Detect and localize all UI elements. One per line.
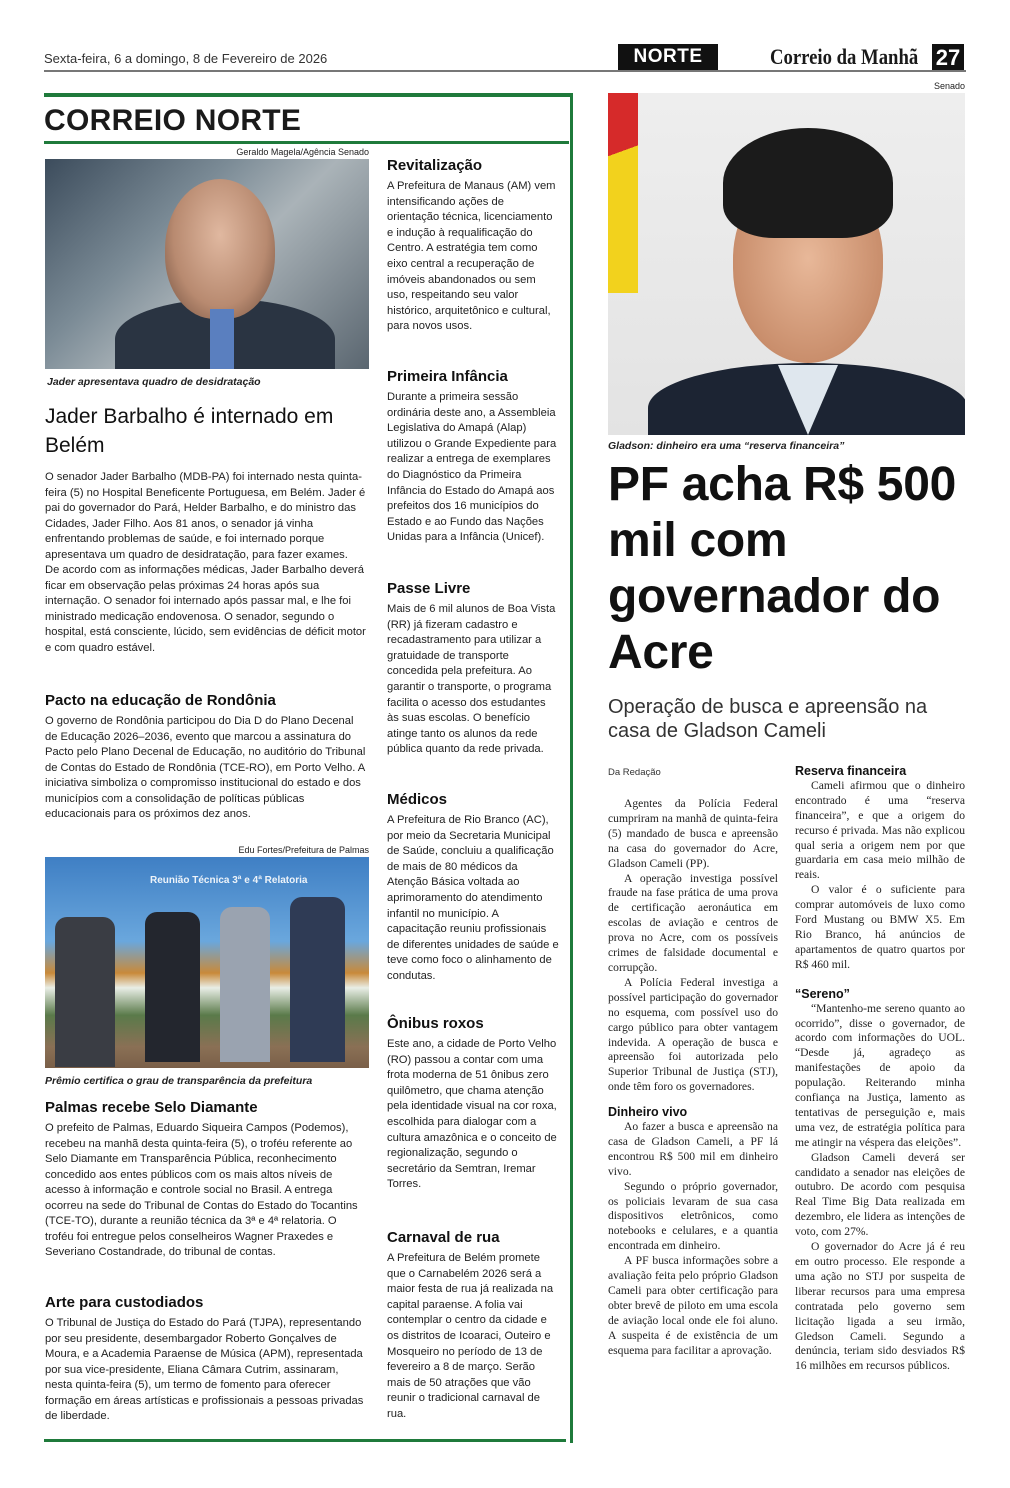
edition-date: Sexta-feira, 6 a domingo, 8 de Fevereiro de 2026: [44, 51, 328, 66]
subheadline: Pacto na educação de Rondônia: [45, 692, 276, 709]
article-body: O governo de Rondônia participou do Dia D do Plano Decenal de Educação 2026–2036, evento que marcou a assinatura do Pacto pelo Plano Decenal de Educação, no auditório do Tribunal de Contas do Estado de Rondônia (TCE-RO), em Porto Velho. A iniciativa simboliza o compromisso institucional do estado e dos municípios com a consolidação de políticas públicas educacionais para os próximos dez anos.: [45, 715, 366, 820]
photo-caption: Prêmio certifica o grau de transparência da prefeitura: [45, 1075, 313, 1087]
subheadline: “Sereno”: [795, 986, 850, 1001]
note-body: Este ano, a cidade de Porto Velho (RO) passou a contar com uma frota moderna de 51 ônibus zero quilômetro, que chama atenção pela identidade visual na cor roxa, escolhida para dialogar com a cultura amazônica e o conceito de regionalização, segundo o secretário da Semtran, Iremar Torres.: [387, 1038, 557, 1191]
title-divider: [44, 141, 569, 144]
newspaper-logo: Correio da Manhã: [770, 44, 919, 69]
main-deck: Operação de busca e apreensão na casa de Gladson Cameli: [608, 696, 928, 742]
column-title: CORREIO NORTE: [44, 104, 302, 137]
paragraph: De acordo com as informações médicas, Jader Barbalho deverá ficar em observação pelas próximas 24 horas após sua internação. O senador foi internado após passar mal, e lhe foi ministrado medicação endovenosa. O senador, segundo o hospital, está consciente, lúcido, sem evidências de déficit motor e com quadro estável.: [45, 564, 366, 654]
note-body: A Prefeitura de Belém promete que o Carnabelém 2026 será a maior festa de rua já realizada na capital paraense. A folia vai contemplar o centro da cidade e os distritos de Icoaraci, Outeiro e Mosqueiro no período de 13 de fevereiro a 8 de março. Serão mais de 50 atrações que vão reunir o tradicional carnaval de rua.: [387, 1252, 554, 1420]
box-top-border: [44, 93, 572, 97]
paragraph: O valor é o suficiente para comprar automóveis de luxo como Ford Mustang ou BMW X5. Em Rio Branco, há anúncios de apartamentos de quatro quartos por R$ 460 mil.: [795, 883, 965, 971]
note-body: Mais de 6 mil alunos de Boa Vista (RR) já fizeram cadastro e recadastramento para utilizar a gratuidade de transporte concedida pela prefeitura. Ao garantir o transporte, o programa facilita o acesso dos estudantes às suas escolas. O benefício atinge tanto os alunos da rede pública quanto da rede privada.: [387, 603, 556, 756]
photo-credit: Edu Fortes/Prefeitura de Palmas: [238, 845, 369, 855]
note-headline: Passe Livre: [387, 580, 471, 597]
note-headline: Carnaval de rua: [387, 1229, 500, 1246]
paragraph: Segundo o próprio governador, os policiais levaram de sua casa dispositivos eletrônicos, como notebooks e celulares, e a quantia encontrada em dinheiro.: [608, 1179, 778, 1253]
photo-caption: Jader apresentava quadro de desidratação: [47, 376, 261, 388]
gladson-portrait-photo: [608, 93, 965, 435]
paragraph: O governador do Acre já é reu em outro processo. Ele responde a uma ação no STJ por suspeita de liberar recursos para uma empresa contratada pelo governo sem licitação ligada a seu irmão, Gledson Cameli. Segundo a denúncia, teriam sido desviados R$ 16 milhões em recursos públicos.: [795, 1240, 965, 1373]
note-headline: Médicos: [387, 791, 448, 808]
article-body: O Tribunal de Justiça do Estado do Pará (TJPA), representando por seu presidente, desembargador Roberto Gonçalves de Moura, e a Academia Paraense de Música (APM), representada por sua vice-presidente, Eliana Câmara Cutrim, assinaram, nesta quinta-feira (5), um termo de fomento para oferecer formação em áreas artísticas e profissionais a pessoas privadas de liberdade.: [45, 1317, 364, 1422]
page-number: 27: [932, 44, 964, 72]
note-headline: Ônibus roxos: [387, 1015, 484, 1032]
photo-credit: Senado: [933, 81, 965, 91]
lead-body: [45, 470, 367, 656]
note-headline: Primeira Infância: [387, 368, 508, 385]
section-label: NORTE: [618, 44, 718, 70]
paragraph: Gladson Cameli deverá ser candidato a senador nas eleições de outubro. De acordo com pesquisa Real Time Big Data realizada em dezembro, ele lidera as intenções de voto, com 27%.: [795, 1150, 965, 1239]
jader-photo: [45, 159, 369, 369]
story-column-2: [795, 764, 965, 1374]
paragraph: A PF busca informações sobre a avaliação feita pelo próprio Gladson Cameli para obter certificação para obter brevê de piloto em uma escola de aviação local onde ele foi aluno. A suspeita é de existência de um esquema para facilitar a aprovação.: [608, 1254, 778, 1357]
box-right-border: [570, 93, 573, 1443]
paragraph: “Mantenho-me sereno quanto ao ocorrido”, disse o governador, de acordo com informações do UOL. “Desde já, agradeço as manifestações de apoio da população. Reiterando minha confiança na Justiça, lamento as tentativas de perseguição e, mais uma vez, de estratégia política para me atingir na véspera das eleições”.: [795, 1001, 965, 1149]
box-bottom-border: [44, 1439, 566, 1442]
subheadline: Arte para custodiados: [45, 1294, 204, 1311]
header-divider: [44, 70, 966, 72]
paragraph: A operação investiga possível fraude na fase prática de uma prova de certificação aeronáutica em escolas de aviação e centros de prova no Acre, com os possíveis crimes de falsidade documental e corrupção.: [608, 871, 778, 974]
paragraph: O senador Jader Barbalho (MDB-PA) foi internado nesta quinta-feira (5) no Hospital Beneficente Portuguesa, em Belém. Jader é pai do governador do Pará, Helder Barbalho, e do ministro das Cidades, Jader Filho. Aos 81 anos, o senador já vinha enfrentando problemas de saúde, e foi internado porque apresentava um quadro de desidratação, para fazer exames.: [45, 471, 366, 561]
note-headline: Revitalização: [387, 157, 483, 174]
main-headline: PF acha R$ 500 mil com governador do Acre: [608, 458, 956, 679]
paragraph: A Polícia Federal investiga a possível participação do governador no esquema, com possível uso do cargo público para obter vantagem indevida. A operação de busca e apreensão foi autorizada pelo Superior Tribunal de Justiça (STJ), onde têm foro os governadores.: [608, 975, 778, 1094]
photo-caption: Gladson: dinheiro era uma “reserva financeira”: [608, 440, 845, 452]
note-body: Durante a primeira sessão ordinária deste ano, a Assembleia Legislativa do Amapá (Alap) utilizou o Grande Expediente para realizar a entrega de exemplares do Diagnóstico da Primeira Infância do Estado do Amapá aos prefeitos dos 16 municípios do Estado e ao Fundo das Nações Unidas para a Infância (Unicef).: [387, 391, 557, 544]
byline: Da Redação: [608, 767, 661, 778]
note-body: A Prefeitura de Rio Branco (AC), por meio da Secretaria Municipal de Saúde, concluiu a qualificação de mais de 80 médicos da Atenção Básica voltada ao aprimoramento do atendimento infantil no município. A capacitação reuniu profissionais de diferentes unidades de saúde e teve como foco o alinhamento de condutas.: [387, 814, 559, 982]
lead-headline: Jader Barbalho é internado em Belém: [45, 405, 334, 457]
subheadline: Reserva financeira: [795, 764, 907, 778]
paragraph: Agentes da Polícia Federal cumpriram na manhã de quinta-feira (5) mandado de busca e apreensão na casa do governador do Acre, Gladson Cameli (PP).: [608, 797, 778, 870]
story-column-1: [608, 797, 778, 1359]
paragraph: Cameli afirmou que o dinheiro encontrado é uma “reserva financeira”, e que a origem do recurso é privada. Mas não explicou qual seria a origem nem por que guardaria em casa meio milhão de reais.: [795, 778, 965, 882]
photo-credit: Geraldo Magela/Agência Senado: [236, 147, 369, 157]
subheadline: Dinheiro vivo: [608, 1105, 688, 1120]
article-body: O prefeito de Palmas, Eduardo Siqueira Campos (Podemos), recebeu na manhã desta quinta-feira (5), o troféu referente ao Selo Diamante em Transparência Pública, reconhecimento concedido aos entes públicos com os mais altos níveis de acesso à informação e controle social no Brasil. A entrega ocorreu na sede do Tribunal de Contas do Estado do Tocantins (TCE-TO), durante a reunião técnica da 3ª e 4ª relatoria. O troféu foi entregue pelos conselheiros Wagner Praxedes e Severiano Costandrade, do tribunal de contas.: [45, 1122, 358, 1258]
palmas-award-photo: Reunião Técnica 3ª e 4ª Relatoria: [45, 857, 369, 1068]
subheadline: Palmas recebe Selo Diamante: [45, 1099, 258, 1116]
note-body: A Prefeitura de Manaus (AM) vem intensificando ações de orientação técnica, licenciamento e indução à requalificação do Centro. A estratégia tem como eixo central a recuperação de imóveis abandonados ou sem uso, respeitando seu valor histórico, arquitetônico e cultural, para novos usos.: [387, 180, 556, 333]
paragraph: Ao fazer a busca e apreensão na casa de Gladson Cameli, a PF lá encontrou R$ 500 mil em dinheiro vivo.: [608, 1120, 778, 1178]
